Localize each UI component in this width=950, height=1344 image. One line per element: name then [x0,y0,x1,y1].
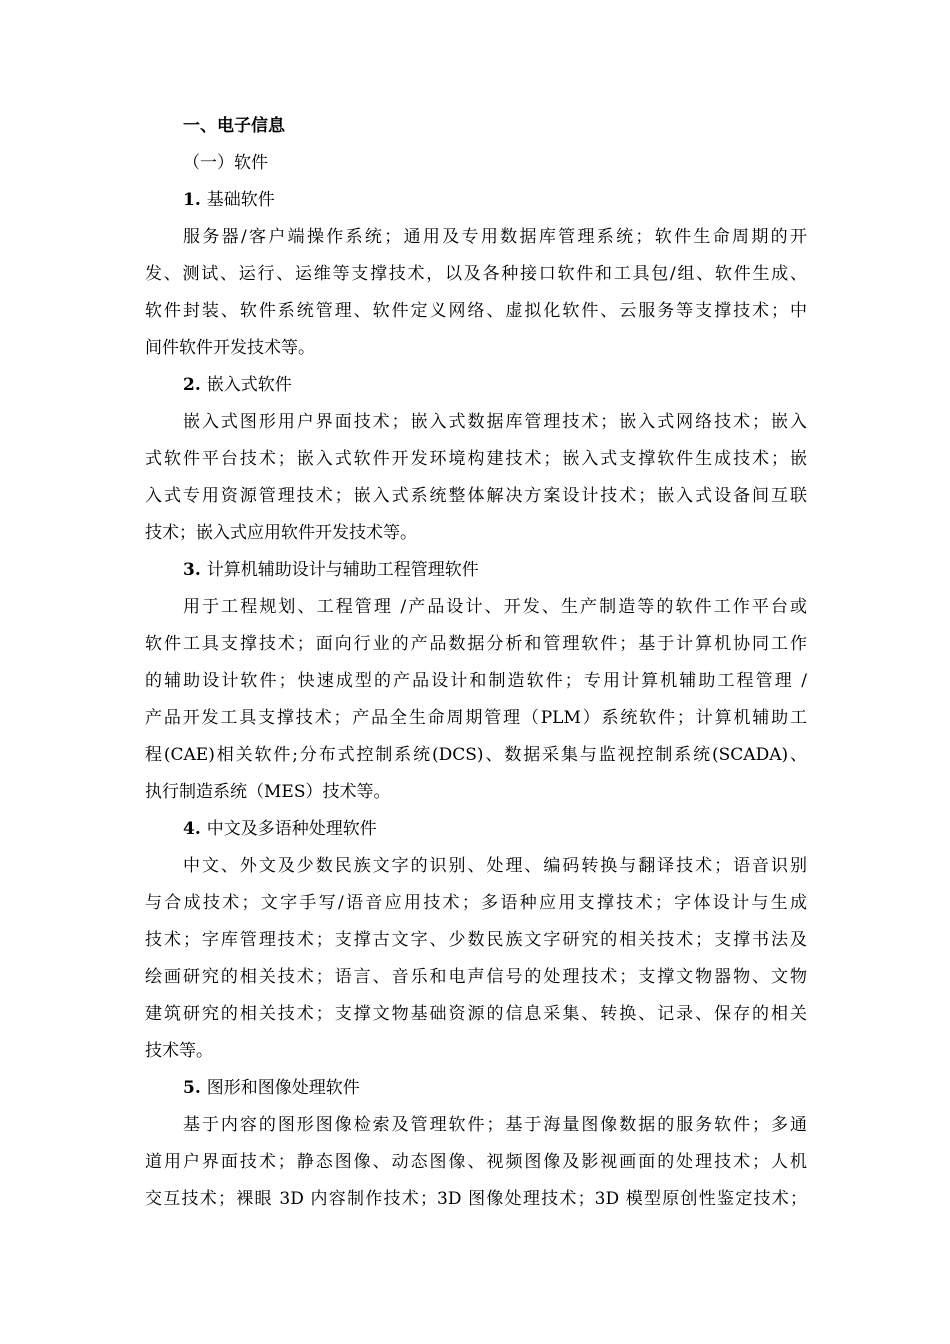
item-number: 2. [183,375,201,395]
item-title: 计算机辅助设计与辅助工程管理软件 [206,560,479,580]
paragraph-line: 间件软件开发技术等。 [145,338,315,358]
paragraph-line: 服务器/客户端操作系统；通用及专用数据库管理系统；软件生命周期的开 [183,227,807,247]
paragraph-line: 用于工程规划、工程管理 /产品设计、开发、生产制造等的软件工作平台或 [183,597,807,617]
item-number: 5. [183,1078,201,1098]
item-number: 1. [183,190,201,210]
item-heading [145,367,807,404]
item-heading [145,1070,807,1107]
paragraph-line: 技术；字库管理技术；支撑古文字、少数民族文字研究的相关技术；支撑书法及 [145,930,807,950]
item-list [145,182,807,1218]
paragraph-line: 产品开发工具支撑技术；产品全生命周期管理（PLM）系统软件；计算机辅助工 [145,708,807,728]
item-heading [145,182,807,219]
paragraph-line: 建筑研究的相关技术；支撑文物基础资源的信息采集、转换、记录、保存的相关 [145,1004,807,1024]
subsection-title: （一）软件 [183,153,268,173]
item-title: 嵌入式软件 [206,375,292,395]
paragraph-line: 入式专用资源管理技术；嵌入式系统整体解决方案设计技术；嵌入式设备间互联 [145,486,807,506]
paragraph-line: 道用户界面技术；静态图像、动态图像、视频图像及影视画面的处理技术；人机 [145,1152,807,1172]
section-title: 一、电子信息 [183,116,285,136]
item-heading [145,811,807,848]
paragraph-line: 嵌入式图形用户界面技术；嵌入式数据库管理技术；嵌入式网络技术；嵌入 [183,412,807,432]
paragraph-line: 程(CAE)相关软件;分布式控制系统(DCS)、数据采集与监视控制系统(SCADA)、 [145,745,807,765]
paragraph-line: 技术等。 [145,1041,213,1061]
item-number: 3. [183,560,201,580]
paragraph-line: 绘画研究的相关技术；语言、音乐和电声信号的处理技术；支撑文物器物、文物 [145,967,807,987]
paragraph-line: 式软件平台技术；嵌入式软件开发环境构建技术；嵌入式支撑软件生成技术；嵌 [145,449,807,469]
item-title: 中文及多语种处理软件 [206,819,377,839]
paragraph-line: 的辅助设计软件；快速成型的产品设计和制造软件；专用计算机辅助工程管理 / [145,671,807,691]
paragraph-line: 交互技术；裸眼 3D 内容制作技术；3D 图像处理技术；3D 模型原创性鉴定技术； [145,1189,807,1209]
item-title: 基础软件 [206,190,275,210]
paragraph-line: 执行制造系统（MES）技术等。 [145,782,391,802]
paragraph-line: 与合成技术；文字手写/语音应用技术；多语种应用支撑技术；字体设计与生成 [145,893,807,913]
paragraph-line: 软件封装、软件系统管理、软件定义网络、虚拟化软件、云服务等支撑技术；中 [145,301,807,321]
item-title: 图形和图像处理软件 [206,1078,360,1098]
paragraph-line: 基于内容的图形图像检索及管理软件；基于海量图像数据的服务软件；多通 [183,1115,807,1135]
paragraph-line: 软件工具支撑技术；面向行业的产品数据分析和管理软件；基于计算机协同工作 [145,634,807,654]
document-page [145,108,807,1218]
paragraph-line: 技术；嵌入式应用软件开发技术等。 [145,523,417,543]
paragraph-line: 发、测试、运行、运维等支撑技术，以及各种接口软件和工具包/组、软件生成、 [145,264,807,284]
paragraph-line: 中文、外文及少数民族文字的识别、处理、编码转换与翻译技术；语音识别 [183,856,807,876]
item-number: 4. [183,819,201,839]
item-heading [145,552,807,589]
